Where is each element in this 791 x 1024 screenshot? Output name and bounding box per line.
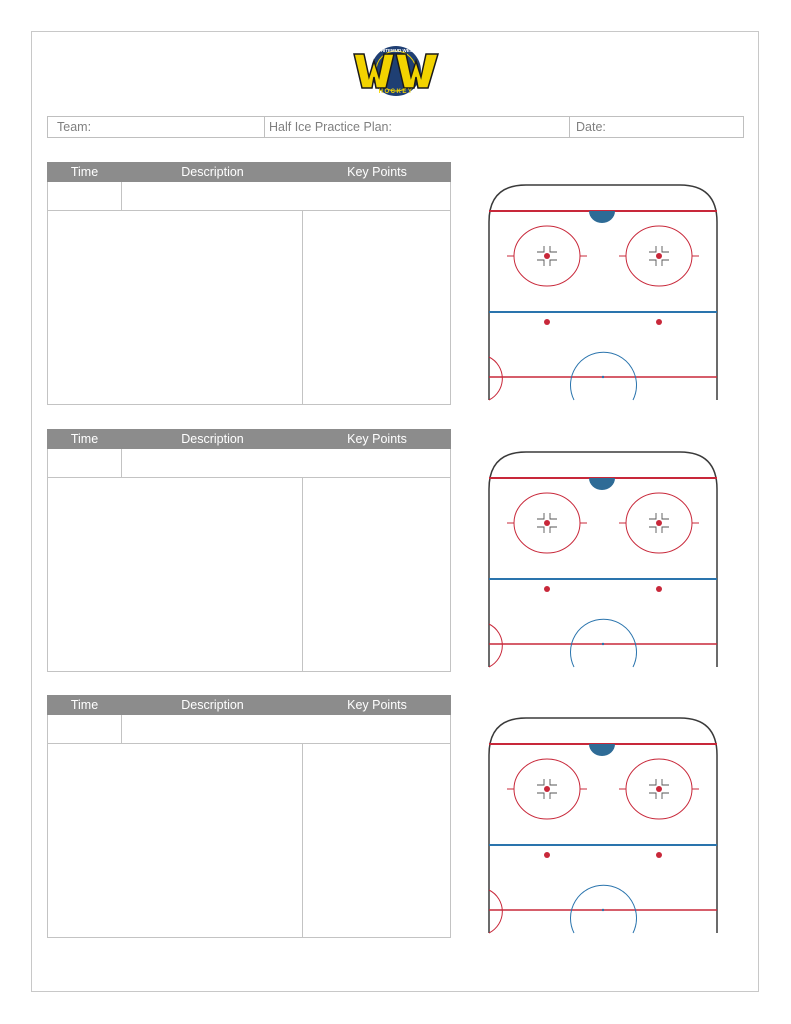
time-cell[interactable]: [48, 715, 122, 743]
plan-header-row: [47, 116, 744, 138]
date-label: Date:: [576, 120, 606, 134]
time-column-header: Time: [70, 432, 99, 446]
time-column-header: Time: [70, 698, 99, 712]
description-cell[interactable]: [48, 211, 303, 404]
date-field[interactable]: [569, 117, 743, 137]
neutral-zone-dot: [656, 319, 662, 325]
time-cell[interactable]: [48, 182, 122, 210]
neutral-zone-dot: [656, 586, 662, 592]
neutral-zone-dot: [544, 852, 550, 858]
half-ice-rink-diagram-1[interactable]: [486, 182, 720, 402]
time-cell[interactable]: [48, 449, 122, 477]
description-cell[interactable]: [48, 478, 303, 671]
faceoff-dot: [544, 253, 550, 259]
key-points-cell[interactable]: [303, 211, 450, 404]
neutral-zone-dot: [544, 319, 550, 325]
goal-crease: [589, 744, 615, 756]
drill-header-row: [47, 429, 451, 449]
goal-crease: [589, 211, 615, 223]
drill-block-3: [47, 695, 451, 938]
practice-plan-label: Half Ice Practice Plan:: [269, 120, 392, 134]
key-points-column-header: Key Points: [347, 165, 407, 179]
referee-crease: [489, 624, 502, 667]
logo-top-text: WHITEMUD WEST: [376, 48, 416, 53]
neutral-zone-dot: [544, 586, 550, 592]
center-dot: [602, 909, 604, 911]
goal-crease: [589, 478, 615, 490]
description-column-header: Description: [181, 698, 244, 712]
drill-header-row: [47, 162, 451, 182]
team-label: Team:: [57, 120, 92, 134]
description-column-header: Description: [181, 432, 244, 446]
team-logo: [352, 43, 440, 99]
faceoff-dot: [656, 520, 662, 526]
drill-header-row: [47, 695, 451, 715]
key-points-cell[interactable]: [303, 478, 450, 671]
drill-block-1: [47, 162, 451, 405]
key-points-column-header: Key Points: [347, 698, 407, 712]
half-ice-rink-diagram-2[interactable]: [486, 449, 720, 669]
neutral-zone-dot: [656, 852, 662, 858]
drill-title-row: [48, 449, 450, 478]
time-column-header: Time: [70, 165, 99, 179]
drill-title-row: [48, 715, 450, 744]
team-field[interactable]: [48, 117, 264, 137]
center-dot: [602, 376, 604, 378]
faceoff-dot: [656, 253, 662, 259]
description-cell[interactable]: [48, 744, 303, 937]
key-points-cell[interactable]: [303, 744, 450, 937]
drill-name-cell[interactable]: [122, 715, 450, 743]
description-column-header: Description: [181, 165, 244, 179]
referee-crease: [489, 890, 502, 933]
key-points-column-header: Key Points: [347, 432, 407, 446]
drill-block-2: [47, 429, 451, 672]
faceoff-dot: [544, 520, 550, 526]
drill-name-cell[interactable]: [122, 182, 450, 210]
faceoff-dot: [656, 786, 662, 792]
logo-bottom-text: HOCKEY: [378, 89, 414, 95]
drill-title-row: [48, 182, 450, 211]
center-dot: [602, 643, 604, 645]
drill-name-cell[interactable]: [122, 449, 450, 477]
half-ice-rink-diagram-3[interactable]: [486, 715, 720, 935]
referee-crease: [489, 357, 502, 400]
practice-plan-field[interactable]: [264, 117, 569, 137]
faceoff-dot: [544, 786, 550, 792]
